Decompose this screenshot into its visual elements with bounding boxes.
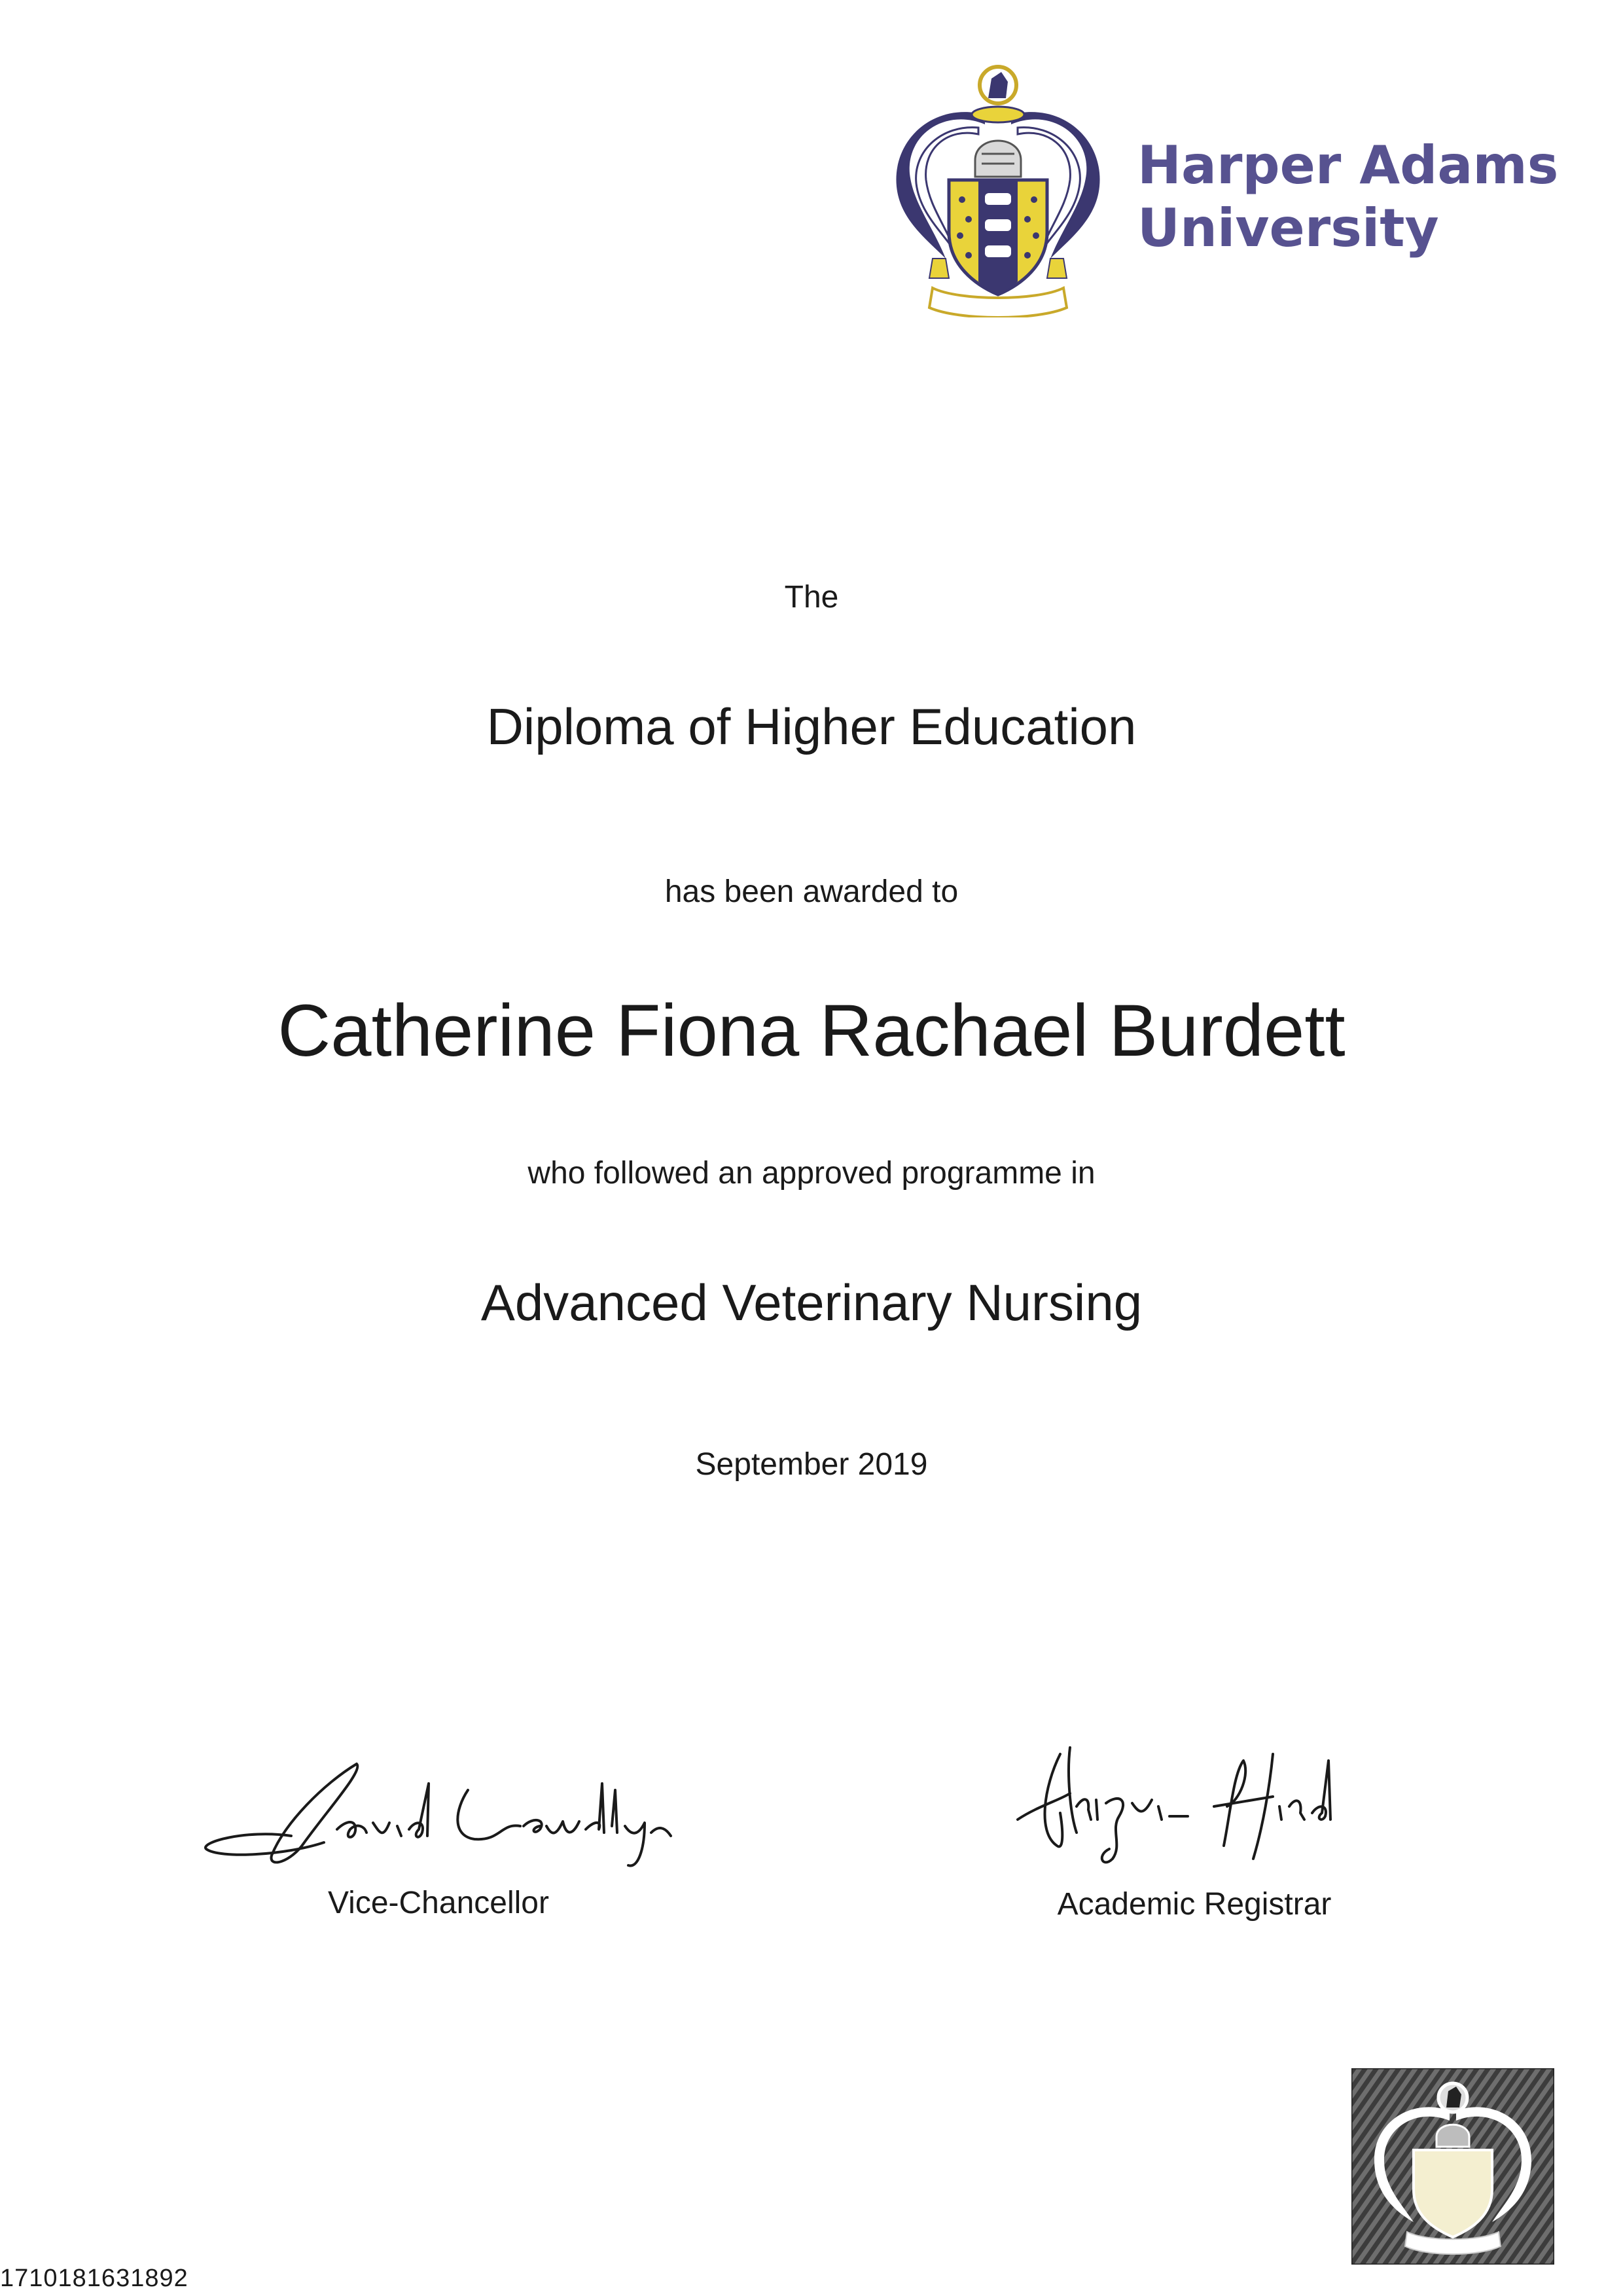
university-wordmark [1137, 134, 1558, 260]
award-title: Diploma of Higher Education [486, 698, 1137, 755]
recipient-name: Catherine Fiona Rachael Burdett [277, 990, 1346, 1071]
hologram-seal-icon [1351, 2068, 1554, 2265]
academic-registrar-signature-icon [998, 1734, 1391, 1878]
award-date: September 2019 [695, 1447, 928, 1482]
programme-name: Advanced Veterinary Nursing [480, 1274, 1143, 1331]
intro-text: The [784, 580, 839, 615]
university-crest-icon [887, 62, 1109, 317]
vice-chancellor-signature-icon [193, 1744, 690, 1882]
programme-phrase: who followed an approved programme in [527, 1156, 1096, 1191]
academic-registrar-label: Academic Registrar [1057, 1887, 1332, 1922]
vice-chancellor-label: Vice-Chancellor [328, 1886, 549, 1920]
wordmark-line-2: University [1137, 198, 1439, 259]
certificate-serial-number: 1710181631892 [0, 2265, 188, 2292]
wordmark-line-1: Harper Adams [1137, 135, 1559, 196]
awarded-phrase: has been awarded to [664, 874, 959, 909]
